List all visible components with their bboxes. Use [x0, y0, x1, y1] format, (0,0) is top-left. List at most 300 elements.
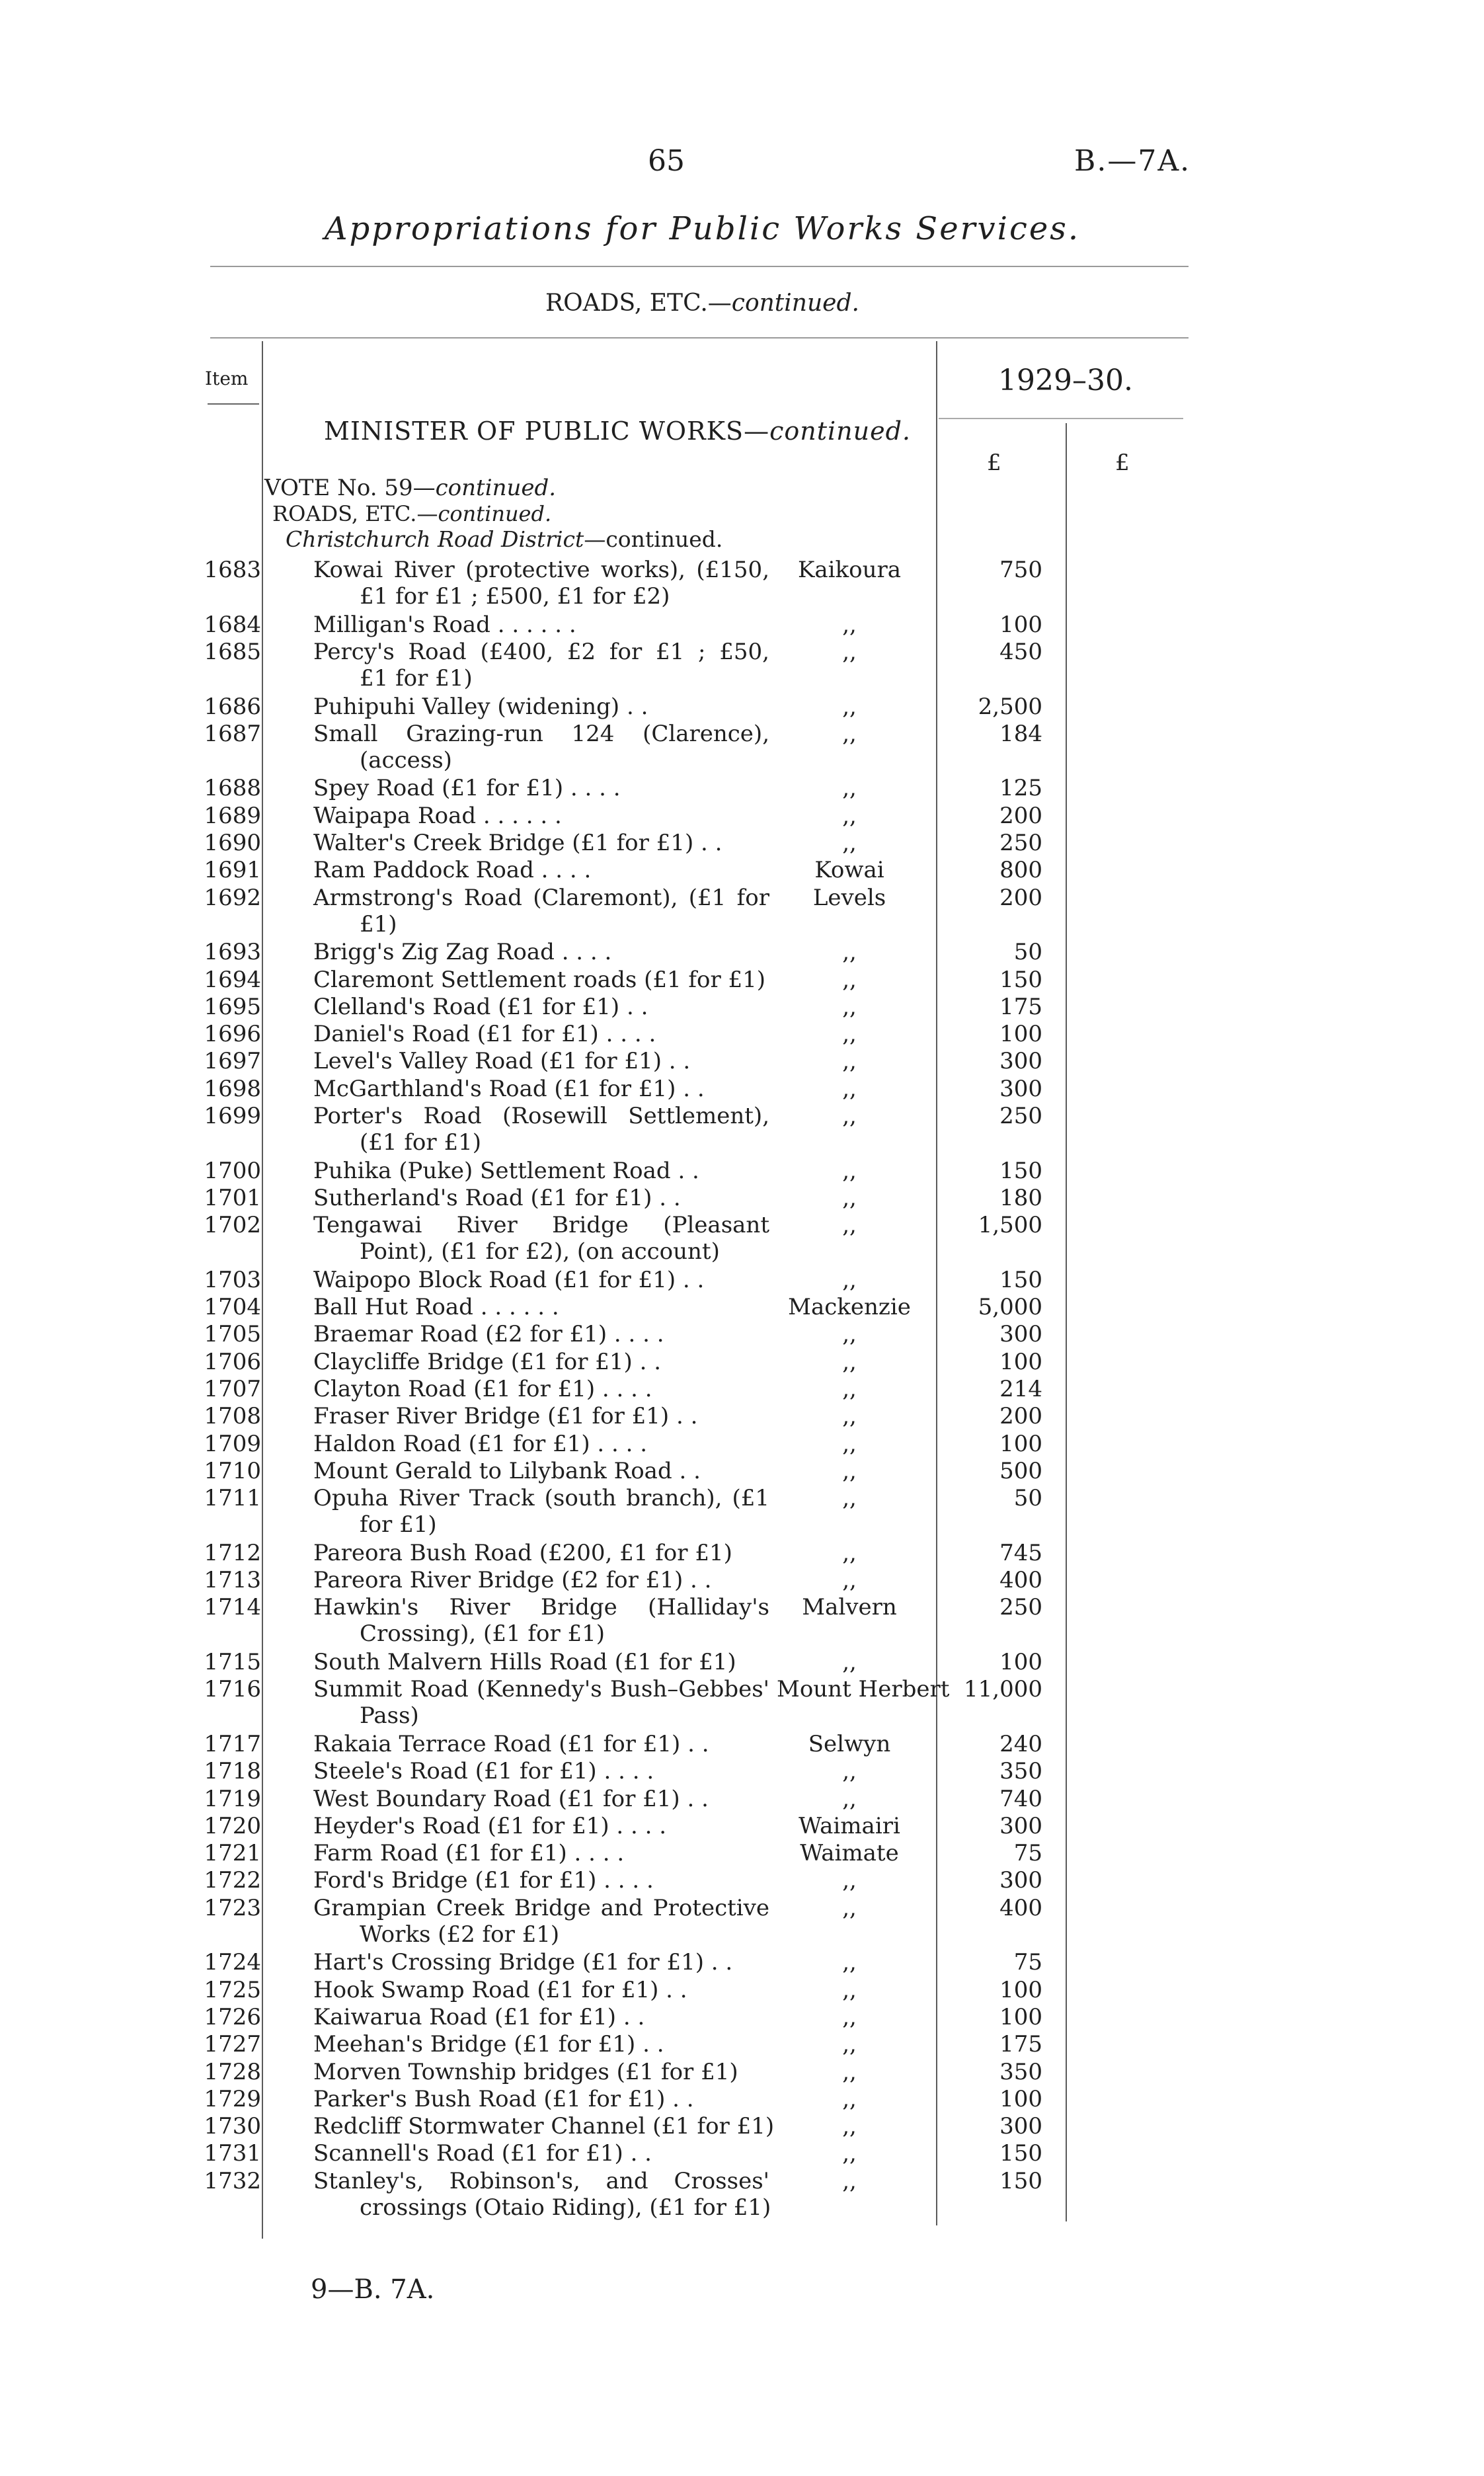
table-row: [0, 1376, 1484, 1402]
road-district: ,,: [842, 1184, 857, 1211]
item-description: [313, 1485, 769, 1538]
table-row: [0, 1676, 1484, 1730]
road-district: ,,: [842, 1457, 857, 1484]
amount: 50: [1013, 1485, 1042, 1512]
table-row: [0, 1977, 1484, 2003]
amount: 250: [999, 1103, 1042, 1129]
item-description: [313, 857, 769, 883]
road-district: ,,: [842, 1348, 857, 1375]
amount: 175: [999, 993, 1042, 1020]
table-row: [0, 803, 1484, 829]
road-district: ,,: [842, 775, 857, 802]
item-number: 1690: [204, 830, 261, 856]
description-line-1: Percy's Road (£400, £2 for £1 ; £50,: [313, 638, 769, 665]
item-description: [313, 775, 769, 801]
table-row: [0, 967, 1484, 993]
item-number: 1694: [204, 966, 261, 993]
item-column-header: Item: [205, 368, 249, 389]
description-line-1: Milligan's Road . . . . . .: [313, 611, 576, 638]
roads-main: ROADS, ETC.—: [272, 501, 438, 526]
description-line-1: Waipapa Road . . . . . .: [313, 802, 562, 829]
item-number: 1698: [204, 1075, 261, 1102]
item-number: 1726: [204, 2003, 261, 2030]
item-description: [313, 939, 769, 965]
item-description: [313, 1048, 769, 1074]
vote-main: VOTE No. 59—: [264, 475, 436, 501]
table-row: [0, 1731, 1484, 1757]
table-row: [0, 2031, 1484, 2057]
item-number: 1728: [204, 2058, 261, 2085]
road-district: ,,: [842, 939, 857, 966]
item-description: [313, 1212, 769, 1265]
minister-heading: [324, 417, 911, 446]
table-row: [0, 2167, 1484, 2221]
table-row: [0, 1294, 1484, 1320]
item-description: [313, 1977, 769, 2003]
item-number: 1689: [204, 802, 261, 829]
item-number: 1693: [204, 939, 261, 966]
table-row: [0, 1540, 1484, 1566]
description-line-1: Grampian Creek Bridge and Protective: [313, 1894, 769, 1921]
road-district: Mount Herbert: [777, 1676, 950, 1703]
amount: 125: [999, 775, 1042, 802]
item-description: [313, 1349, 769, 1375]
item-description: [313, 967, 769, 993]
page-signature: 9—B. 7A.: [311, 2274, 435, 2305]
amount: 11,000: [964, 1676, 1042, 1703]
road-district: ,,: [842, 1949, 857, 1976]
item-number: 1699: [204, 1103, 261, 1129]
description-line-2: Works (£2 for £1): [360, 1921, 560, 1948]
description-line-1: Redcliff Stormwater Channel (£1 for £1): [313, 2113, 775, 2140]
road-district: ,,: [842, 1321, 857, 1348]
item-number: 1706: [204, 1348, 261, 1375]
item-number: 1705: [204, 1321, 261, 1348]
amount: 240: [999, 1730, 1042, 1757]
roads-heading: [272, 501, 551, 526]
description-line-1: Porter's Road (Rosewill Settlement),: [313, 1103, 769, 1129]
road-district: ,,: [842, 1649, 857, 1675]
description-line-1: Waipopo Block Road (£1 for £1) . .: [313, 1266, 705, 1293]
road-district: Mackenzie: [788, 1294, 911, 1321]
road-district: ,,: [842, 1758, 857, 1785]
table-row: [0, 1212, 1484, 1265]
item-description: [313, 803, 769, 829]
item-description: [313, 2086, 769, 2112]
amount: 250: [999, 830, 1042, 856]
description-line-2: (£1 for £1): [360, 1129, 481, 1156]
item-description: [313, 1895, 769, 1948]
road-district: ,,: [842, 1048, 857, 1075]
table-row: [0, 1594, 1484, 1648]
item-description: [313, 1840, 769, 1866]
road-district: ,,: [842, 830, 857, 856]
amount: 175: [999, 2031, 1042, 2058]
item-description: [313, 1076, 769, 1102]
item-description: [313, 1267, 769, 1293]
road-district: Levels: [812, 884, 886, 911]
road-district: ,,: [842, 1266, 857, 1293]
item-number: 1727: [204, 2031, 261, 2058]
amount: 350: [999, 1758, 1042, 1785]
item-number: 1715: [204, 1649, 261, 1675]
document-reference: B.—7A.: [1074, 144, 1191, 178]
table-row: [0, 939, 1484, 965]
table-row: [0, 1267, 1484, 1293]
district-heading: [286, 526, 722, 552]
section-subtitle: [0, 290, 1405, 317]
road-district: ,,: [842, 2113, 857, 2140]
description-line-2: Point), (£1 for £2), (on account): [360, 1238, 720, 1265]
item-description: [313, 885, 769, 938]
table-row: [0, 857, 1484, 883]
description-line-1: Farm Road (£1 for £1) . . . .: [313, 1840, 625, 1867]
item-number: 1692: [204, 884, 261, 911]
description-line-2: crossings (Otaio Riding), (£1 for £1): [360, 2194, 771, 2221]
item-description: [313, 1540, 769, 1566]
amount: 100: [999, 1430, 1042, 1457]
amount: 184: [999, 720, 1042, 747]
table-row: [0, 612, 1484, 638]
road-district: Selwyn: [808, 1730, 891, 1757]
item-number: 1729: [204, 2085, 261, 2112]
description-line-1: Steele's Road (£1 for £1) . . . .: [313, 1758, 654, 1785]
road-district: ,,: [842, 720, 857, 747]
road-district: ,,: [842, 1103, 857, 1129]
item-description: [313, 1567, 769, 1593]
item-description: [313, 694, 769, 720]
amount: 800: [999, 857, 1042, 884]
item-description: [313, 2059, 769, 2085]
table-row: [0, 1076, 1484, 1102]
item-number: 1718: [204, 1758, 261, 1785]
description-line-1: Clayton Road (£1 for £1) . . . .: [313, 1376, 652, 1402]
description-line-1: Rakaia Terrace Road (£1 for £1) . .: [313, 1730, 709, 1757]
amount: 150: [999, 2167, 1042, 2194]
road-district: Malvern: [802, 1594, 897, 1621]
item-number: 1720: [204, 1812, 261, 1839]
item-description: [313, 1458, 769, 1484]
amount: 100: [999, 1976, 1042, 2003]
description-line-1: Ram Paddock Road . . . .: [313, 857, 592, 884]
table-row: [0, 1786, 1484, 1812]
item-description: [313, 1786, 769, 1812]
amount: 100: [999, 2003, 1042, 2030]
table-row: [0, 557, 1484, 610]
table-row: [0, 638, 1484, 692]
year-header-rule: [939, 418, 1183, 419]
item-number: 1713: [204, 1567, 261, 1594]
subtitle-main: ROADS, ETC.—: [545, 290, 732, 317]
item-number: 1685: [204, 638, 261, 665]
item-description: [313, 1867, 769, 1894]
item-number: 1703: [204, 1266, 261, 1293]
amount: 450: [999, 638, 1042, 665]
item-number: 1709: [204, 1430, 261, 1457]
table-row: [0, 1021, 1484, 1047]
item-number: 1701: [204, 1184, 261, 1211]
item-description: [313, 2004, 769, 2030]
road-district: ,,: [842, 1567, 857, 1594]
item-description: [313, 1813, 769, 1839]
description-line-1: Claycliffe Bridge (£1 for £1) . .: [313, 1348, 662, 1375]
item-description: [313, 1321, 769, 1347]
item-number: 1722: [204, 1867, 261, 1894]
description-line-1: Pareora River Bridge (£2 for £1) . .: [313, 1567, 712, 1594]
amount: 400: [999, 1894, 1042, 1921]
table-row: [0, 775, 1484, 801]
road-district: ,,: [842, 2058, 857, 2085]
amount: 180: [999, 1184, 1042, 1211]
table-row: [0, 1431, 1484, 1457]
pound-column-1-header: £: [987, 450, 1001, 476]
item-description: [313, 1376, 769, 1402]
amount: 300: [999, 1812, 1042, 1839]
item-number: 1710: [204, 1457, 261, 1484]
description-line-1: Meehan's Bridge (£1 for £1) . .: [313, 2031, 664, 2058]
description-line-1: Heyder's Road (£1 for £1) . . . .: [313, 1812, 667, 1839]
item-number: 1719: [204, 1785, 261, 1812]
description-line-1: Puhipuhi Valley (widening) . .: [313, 693, 648, 720]
item-description: [313, 2031, 769, 2057]
description-line-1: Morven Township bridges (£1 for £1): [313, 2058, 738, 2085]
table-row: [0, 1458, 1484, 1484]
table-row: [0, 1758, 1484, 1784]
item-description: [313, 1676, 769, 1729]
item-number: 1732: [204, 2167, 261, 2194]
amount: 745: [999, 1539, 1042, 1566]
description-line-1: Ford's Bridge (£1 for £1) . . . .: [313, 1867, 654, 1894]
table-row: [0, 1949, 1484, 1976]
roads-continued: continued.: [438, 501, 552, 526]
year-column-header: 1929–30.: [998, 364, 1133, 397]
district-main: Christchurch Road District: [286, 526, 584, 552]
page-title: Appropriations for Public Works Services.: [324, 210, 1081, 247]
road-district: ,,: [842, 2167, 857, 2194]
item-number: 1714: [204, 1594, 261, 1621]
item-description: [313, 721, 769, 774]
description-line-1: Small Grazing-run 124 (Clarence),: [313, 720, 769, 747]
item-number: 1700: [204, 1157, 261, 1184]
item-description: [313, 1294, 769, 1320]
amount: 300: [999, 1867, 1042, 1894]
amount: 214: [999, 1376, 1042, 1402]
table-top-rule: [210, 337, 1189, 339]
amount: 740: [999, 1785, 1042, 1812]
description-line-1: Mount Gerald to Lilybank Road . .: [313, 1457, 701, 1484]
item-description: [313, 2113, 775, 2140]
description-line-2: £1 for £1): [360, 664, 473, 692]
amount: 300: [999, 1075, 1042, 1102]
description-line-1: Kowai River (protective works), (£150,: [313, 557, 769, 583]
item-description: [313, 639, 769, 692]
description-line-1: Ball Hut Road . . . . . .: [313, 1294, 559, 1321]
minister-continued: continued.: [769, 417, 911, 446]
subtitle-continued: continued.: [731, 290, 859, 317]
item-number: 1721: [204, 1840, 261, 1867]
description-line-1: Walter's Creek Bridge (£1 for £1) . .: [313, 830, 722, 856]
item-description: [313, 1649, 769, 1675]
description-line-1: Braemar Road (£2 for £1) . . . .: [313, 1321, 664, 1348]
amount: 50: [1013, 939, 1042, 966]
amount: 100: [999, 2085, 1042, 2112]
description-line-1: Kaiwarua Road (£1 for £1) . .: [313, 2003, 645, 2030]
description-line-1: Level's Valley Road (£1 for £1) . .: [313, 1048, 691, 1075]
amount: 200: [999, 802, 1042, 829]
item-number: 1683: [204, 557, 261, 583]
description-line-1: Opuha River Track (south branch), (£1: [313, 1485, 769, 1512]
item-description: [313, 2168, 769, 2221]
item-number: 1697: [204, 1048, 261, 1075]
item-number: 1686: [204, 693, 261, 720]
description-line-1: McGarthland's Road (£1 for £1) . .: [313, 1075, 705, 1102]
road-district: ,,: [842, 1785, 857, 1812]
road-district: ,,: [842, 2003, 857, 2030]
item-number: 1688: [204, 775, 261, 802]
amount: 250: [999, 1594, 1042, 1621]
item-description: [313, 1758, 769, 1784]
item-number: 1707: [204, 1376, 261, 1402]
road-district: ,,: [842, 1212, 857, 1239]
table-row: [0, 1349, 1484, 1375]
item-number: 1724: [204, 1949, 261, 1976]
district-continued: —continued.: [584, 526, 723, 552]
amount: 400: [999, 1567, 1042, 1594]
description-line-1: Haldon Road (£1 for £1) . . . .: [313, 1430, 648, 1457]
pound-column-2-header: £: [1115, 450, 1130, 476]
road-district: ,,: [842, 802, 857, 829]
description-line-1: Hook Swamp Road (£1 for £1) . .: [313, 1976, 687, 2003]
item-description: [313, 612, 769, 638]
description-line-1: Spey Road (£1 for £1) . . . .: [313, 775, 621, 802]
item-description: [313, 2140, 769, 2167]
road-district: ,,: [842, 966, 857, 993]
amount: 150: [999, 1157, 1042, 1184]
table-row: [0, 2059, 1484, 2085]
description-line-2: Crossing), (£1 for £1): [360, 1620, 605, 1648]
title-rule: [210, 266, 1189, 267]
description-line-1: Hawkin's River Bridge (Halliday's: [313, 1594, 769, 1621]
table-row: [0, 884, 1484, 938]
item-number: 1731: [204, 2140, 261, 2167]
item-number: 1687: [204, 720, 261, 747]
table-row: [0, 694, 1484, 720]
description-line-1: West Boundary Road (£1 for £1) . .: [313, 1785, 709, 1812]
vote-continued: continued.: [435, 475, 557, 501]
amount: 350: [999, 2058, 1042, 2085]
road-district: ,,: [842, 2140, 857, 2167]
item-number: 1730: [204, 2113, 261, 2140]
amount: 300: [999, 2113, 1042, 2140]
description-line-1: Armstrong's Road (Claremont), (£1 for: [313, 884, 769, 911]
description-line-2: for £1): [360, 1511, 437, 1538]
description-line-1: Brigg's Zig Zag Road . . . .: [313, 939, 612, 966]
item-number: 1725: [204, 1976, 261, 2003]
table-row: [0, 1321, 1484, 1347]
road-district: ,,: [842, 1894, 857, 1921]
description-line-1: Claremont Settlement roads (£1 for £1): [313, 966, 766, 993]
item-description: [313, 557, 769, 610]
amount: 5,000: [978, 1294, 1042, 1321]
item-description: [313, 1949, 769, 1976]
table-row: [0, 1048, 1484, 1074]
item-header-rule: [208, 403, 259, 405]
table-row: [0, 720, 1484, 774]
road-district: ,,: [842, 1976, 857, 2003]
description-line-2: (access): [360, 746, 452, 774]
amount: 300: [999, 1048, 1042, 1075]
amount: 150: [999, 2140, 1042, 2167]
item-number: 1712: [204, 1539, 261, 1566]
road-district: ,,: [842, 1376, 857, 1402]
item-description: [313, 1403, 769, 1429]
item-description: [313, 1103, 769, 1156]
road-district: ,,: [842, 693, 857, 720]
item-description: [313, 1431, 769, 1457]
table-row: [0, 2086, 1484, 2112]
road-district: ,,: [842, 1867, 857, 1894]
road-district: ,,: [842, 2085, 857, 2112]
description-line-1: Pareora Bush Road (£200, £1 for £1): [313, 1539, 732, 1566]
road-district: ,,: [842, 611, 857, 638]
table-row: [0, 1103, 1484, 1156]
road-district: ,,: [842, 1539, 857, 1566]
road-district: ,,: [842, 993, 857, 1020]
table-row: [0, 1403, 1484, 1429]
road-district: ,,: [842, 1157, 857, 1184]
item-number: 1684: [204, 611, 261, 638]
amount: 200: [999, 884, 1042, 911]
table-row: [0, 830, 1484, 856]
road-district: ,,: [842, 1485, 857, 1512]
description-line-1: Summit Road (Kennedy's Bush–Gebbes': [313, 1676, 769, 1703]
item-number: 1696: [204, 1021, 261, 1048]
item-number: 1704: [204, 1294, 261, 1321]
table-row: [0, 1485, 1484, 1538]
item-number: 1702: [204, 1212, 261, 1239]
table-row: [0, 1567, 1484, 1593]
road-district: ,,: [842, 1021, 857, 1048]
item-number: 1708: [204, 1403, 261, 1430]
item-description: [313, 1185, 769, 1211]
road-district: Waimairi: [799, 1812, 900, 1839]
amount: 75: [1013, 1949, 1042, 1976]
amount: 100: [999, 611, 1042, 638]
amount: 100: [999, 1021, 1042, 1048]
item-number: 1716: [204, 1676, 261, 1703]
table-row: [0, 2004, 1484, 2030]
item-number: 1723: [204, 1894, 261, 1921]
description-line-1: Stanley's, Robinson's, and Crosses': [313, 2167, 769, 2194]
amount: 1,500: [978, 1212, 1042, 1239]
table-row: [0, 2140, 1484, 2167]
amount: 200: [999, 1403, 1042, 1430]
item-number: 1717: [204, 1730, 261, 1757]
amount: 150: [999, 966, 1042, 993]
amount: 100: [999, 1649, 1042, 1675]
table-row: [0, 1158, 1484, 1184]
description-line-1: Tengawai River Bridge (Pleasant: [313, 1212, 769, 1239]
road-district: ,,: [842, 1430, 857, 1457]
description-line-2: £1 for £1 ; £500, £1 for £2): [360, 583, 670, 610]
table-row: [0, 1185, 1484, 1211]
amount: 150: [999, 1266, 1042, 1293]
item-description: [313, 994, 769, 1020]
description-line-1: Daniel's Road (£1 for £1) . . . .: [313, 1021, 656, 1048]
description-line-1: Puhika (Puke) Settlement Road . .: [313, 1157, 699, 1184]
item-description: [313, 1594, 769, 1647]
table-row: [0, 1894, 1484, 1948]
